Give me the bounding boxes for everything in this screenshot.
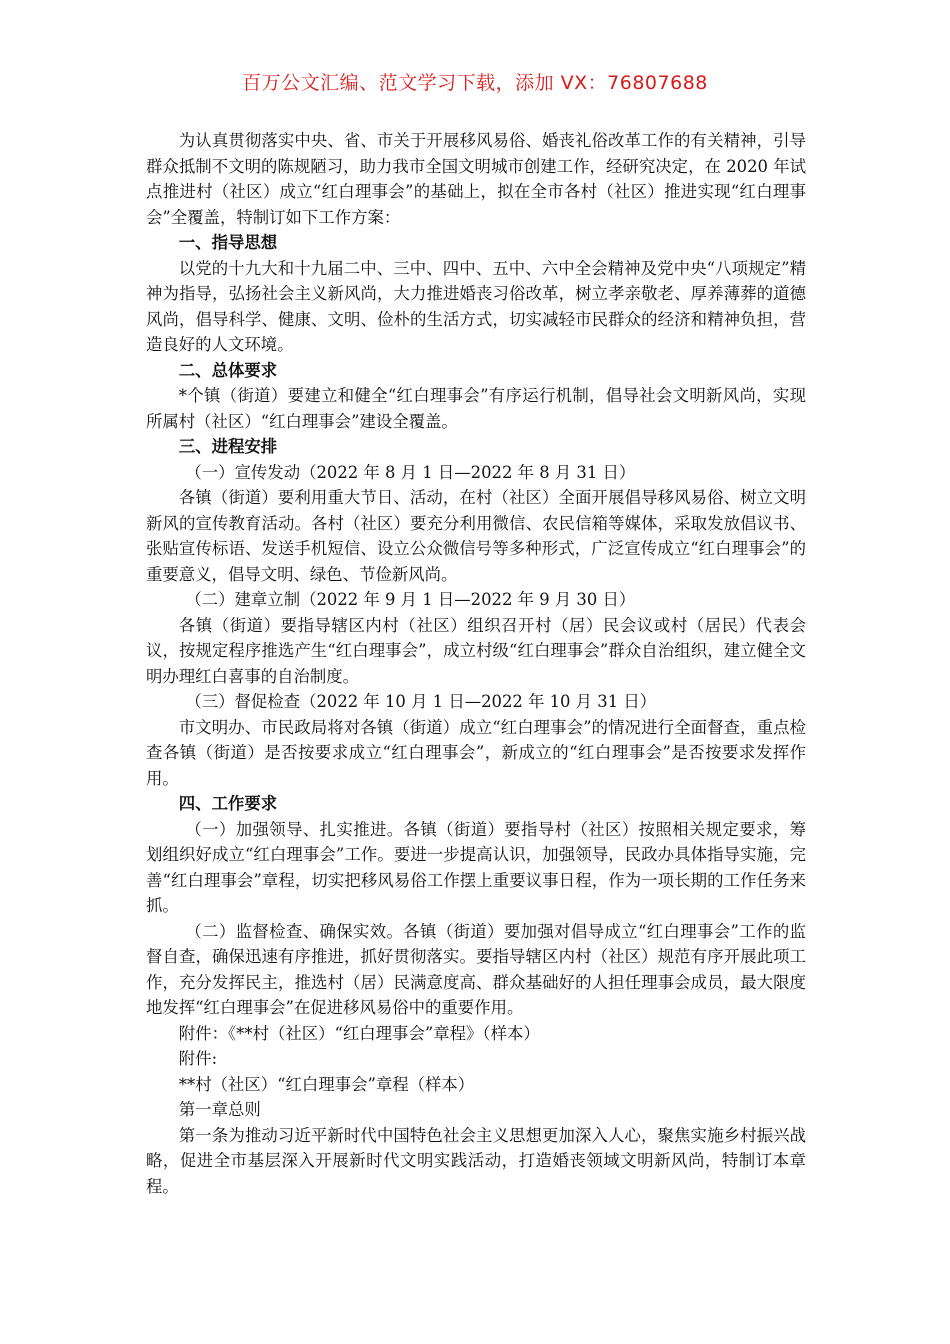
- paragraph-rules: 各镇（街道）要指导辖区内村（社区）组织召开村（居）民会议或村（居民）代表会议，按规定程序推选产生“红白理事会”，成立村级“红白理事会”群众自治组织，建立健全文明办理红白喜事的自治制度。: [146, 615, 806, 686]
- paragraph-supervision: （二）监督检查、确保实效。各镇（街道）要加强对倡导成立“红白理事会”工作的监督自查，确保迅速有序推进，抓好贯彻落实。要指导辖区内村（社区）规范有序开展此项工作，充分发挥民主，推选村（居）民满意度高、群众基础好的人担任理事会成员，最大限度地发挥“红白理事会”在促进移风易俗中的重要作用。: [146, 921, 806, 1017]
- section-heading-2: 二、总体要求: [178, 360, 278, 380]
- paragraph-leadership: （一）加强领导、扎实推进。各镇（街道）要指导村（社区）按照相关规定要求，筹划组织好成立“红白理事会”工作。要进一步提高认识，加强领导，民政办具体指导实施，完善“红白理事会”章程，切实把移风易俗工作摆上重要议事日程，作为一项长期的工作任务来抓。: [146, 819, 806, 915]
- subheading-rules: （二）建章立制（2022 年 9 月 1 日—2022 年 9 月 30 日）: [185, 590, 636, 609]
- header-watermark: 百万公文汇编、范文学习下载，添加 VX：76807688: [242, 72, 708, 94]
- attachment-line: 附件：《**村（社区）“红白理事会”章程》（样本）: [178, 1023, 540, 1043]
- subheading-publicity: （一）宣传发动（2022 年 8 月 1 日—2022 年 8 月 31 日）: [185, 462, 636, 482]
- attachment-label: 附件:: [178, 1049, 218, 1068]
- paragraph-inspection: 市文明办、市民政局将对各镇（街道）成立“红白理事会”的情况进行全面督查，重点检查各镇（街道）是否按要求成立“红白理事会”，新成立的“红白理事会”是否按要求发挥作用。: [146, 717, 806, 788]
- article-one: 第一条为推动习近平新时代中国特色社会主义思想更加深入人心，聚焦实施乡村振兴战略，促进全市基层深入开展新时代文明实践活动，打造婚丧领域文明新风尚，特制订本章程。: [146, 1125, 806, 1196]
- subheading-inspection: （三）督促检查（2022 年 10 月 1 日—2022 年 10 月 31 日）: [185, 692, 657, 711]
- section-heading-4: 四、工作要求: [178, 794, 278, 813]
- section-heading-1: 一、指导思想: [178, 233, 278, 252]
- intro-paragraph: 为认真贯彻落实中央、省、市关于开展移风易俗、婚丧礼俗改革工作的有关精神，引导群众抵制不文明的陈规陋习，助力我市全国文明城市创建工作，经研究决定，在 2020 年试点推进村（社区）成立“红白理事会”的基础上，拟在全市各村（社区）推进实现“红白理事会”全覆盖，特制订如下工作方案：: [146, 131, 806, 227]
- document-body: [146, 128, 806, 1199]
- chapter-heading: 第一章总则: [178, 1100, 261, 1119]
- paragraph-publicity: 各镇（街道）要利用重大节日、活动，在村（社区）全面开展倡导移风易俗、树立文明新风的宣传教育活动。各村（社区）要充分利用微信、农民信箱等媒体，采取发放倡议书、张贴宣传标语、发送手机短信、设立公众微信号等多种形式，广泛宣传成立“红白理事会”的重要意义，倡导文明、绿色、节俭新风尚。: [146, 488, 806, 584]
- paragraph-guiding-thought: 以党的十九大和十九届二中、三中、四中、五中、六中全会精神及党中央“八项规定”精神为指导，弘扬社会主义新风尚，大力推进婚丧习俗改革，树立孝亲敬老、厚养薄葬的道德风尚，倡导科学、健康、文明、俭朴的生活方式，切实减轻市民群众的经济和精神负担，营造良好的人文环境。: [146, 258, 806, 354]
- paragraph-overall-requirements: *个镇（街道）要建立和健全“红白理事会”有序运行机制，倡导社会文明新风尚，实现所属村（社区）“红白理事会”建设全覆盖。: [146, 386, 806, 431]
- charter-title: **村（社区）“红白理事会”章程（样本）: [178, 1074, 475, 1094]
- section-heading-3: 三、进程安排: [178, 437, 278, 456]
